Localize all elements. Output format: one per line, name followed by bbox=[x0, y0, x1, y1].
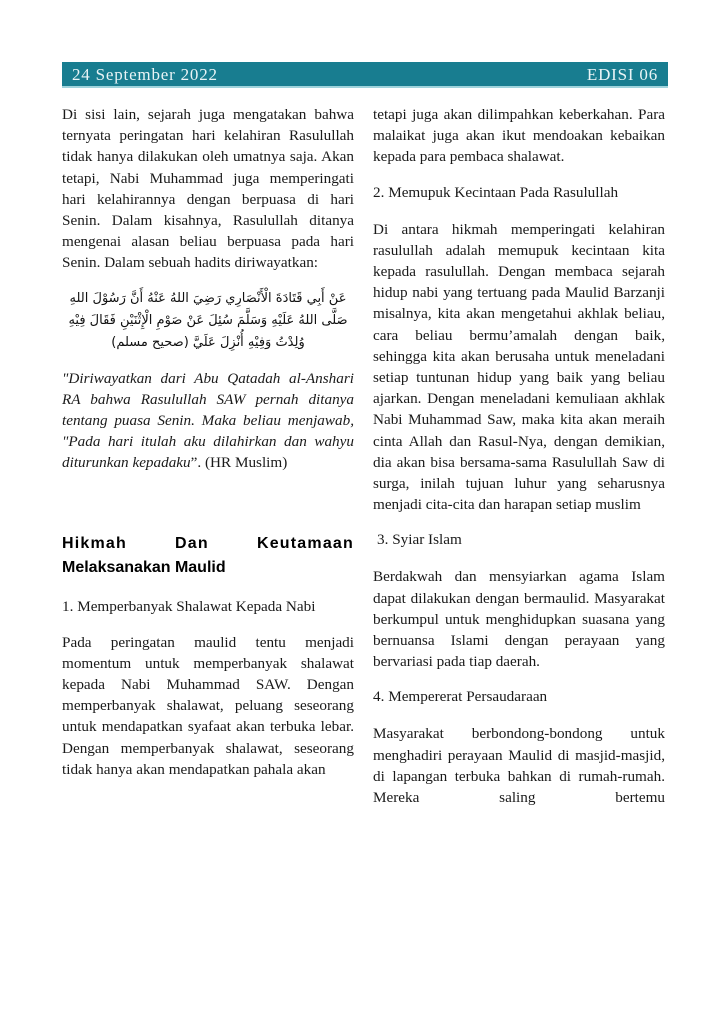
section-heading-line2: Melaksanakan Maulid bbox=[62, 558, 226, 576]
point-2-title: 2. Memupuk Kecintaan Pada Rasulullah bbox=[373, 183, 619, 201]
left-column bbox=[62, 104, 354, 780]
intro-paragraph: Di sisi lain, sejarah juga mengatakan bahwa ternyata peringatan hari kelahiran Rasulullah tidak hanya dilakukan oleh umatnya saja. Akan tetapi, Nabi Muhammad juga memperingati hari kelahirannya dengan berpuasa di hari Senin. Dalam kisahnya, Rasulullah ditanya mengenai alasan beliau berpuasa pada hari Senin. Dalam sebuah hadits diriwayatkan: bbox=[62, 106, 354, 272]
hadith-translation bbox=[62, 368, 354, 474]
arabic-hadith bbox=[62, 288, 354, 354]
point-3-title: 3. Syiar Islam bbox=[377, 531, 462, 549]
translation-source: ”. (HR Muslim) bbox=[190, 454, 288, 472]
issue-date: 24 September 2022 bbox=[72, 64, 218, 84]
arabic-line: وُلِدْتُ وَفِيْهِ أُنْزِلَ عَلَيَّ (صحيح مسلم) bbox=[111, 334, 305, 350]
point-4-title: 4. Mempererat Persaudaraan bbox=[373, 688, 548, 706]
edition-label: EDISI 06 bbox=[586, 64, 658, 84]
point-2-body: Di antara hikmah memperingati kelahiran rasulullah adalah memupuk kecintaan kita kepada rasulullah. Dengan membaca sejarah hidup nabi yang tertuang pada Maulid Barzanji misalnya, kita akan mengetahui akhlak beliau, cara beliau bermu’amalah dengan baik, sehingga kita akan berusaha untuk meneladani setiap tuntunan hidup yang baik yang beliau ajarkan. Dengan meneladani kemuliaan akhlak Nabi Muhammad Saw, maka kita akan meraih cinta Allah dan Rasul-Nya, dengan demikian, dia akan bisa bersama-sama Rasulullah Saw di surga, inilah tujuan luhur yang seharusnya menjadi cita-cita dan harapan setiap muslim bbox=[373, 220, 665, 514]
point-1-title: 1. Memperbanyak Shalawat Kepada Nabi bbox=[62, 597, 316, 615]
point-1-body: Pada peringatan maulid tentu menjadi momentum untuk memperbanyak shalawat kepada Nabi Muhammad SAW. Dengan memperbanyak shalawat, peluang seseorang untuk mendapatkan syafaat akan terbuka lebar. Dengan memperbanyak shalawat, seseorang tidak hanya akan mendapatkan pahala akan bbox=[62, 633, 354, 778]
translation-text: "Diriwayatkan dari Abu Qatadah al-Anshari RA bahwa Rasulullah SAW pernah ditanya tentang puasa Senin. Maka beliau menjawab, "Pada hari itulah aku dilahirkan dan wahyu diturunkan kepadaku bbox=[62, 369, 354, 472]
arabic-line: عَنْ أَبِي قَتَادَةَ الْأَنْصَارِي رَضِيَ اللهُ عَنْهُ أَنَّ رَسُوْلَ اللهِ bbox=[69, 290, 347, 306]
header-bar bbox=[62, 62, 668, 88]
right-column bbox=[373, 104, 665, 808]
section-heading: Hikmah Dan Keutamaan bbox=[62, 534, 354, 552]
point-3-body: Berdakwah dan mensyiarkan agama Islam dapat dilakukan dengan bermaulid. Masyarakat berkumpul untuk menghidupkan suasana yang bernuansa Islami dengan perayaan yang bervariasi pada tiap daerah. bbox=[373, 568, 665, 671]
arabic-line: صَلَّى اللهُ عَلَيْهِ وَسَلَّمَ سُئِلَ عَنْ صَوْمِ الْإِثْنَيْنِ فَقَالَ فِيْهِ bbox=[68, 312, 348, 328]
point-1-continued: tetapi juga akan dilimpahkan keberkahan. Para malaikat juga akan ikut mendoakan kebaikan kepada para pembaca shalawat. bbox=[373, 106, 665, 166]
point-4-body: Masyarakat berbondong-bondong untuk menghadiri perayaan Maulid di masjid-masjid, di lapangan terbuka bahkan di rumah-rumah. Mereka saling bertemu bbox=[373, 725, 665, 807]
